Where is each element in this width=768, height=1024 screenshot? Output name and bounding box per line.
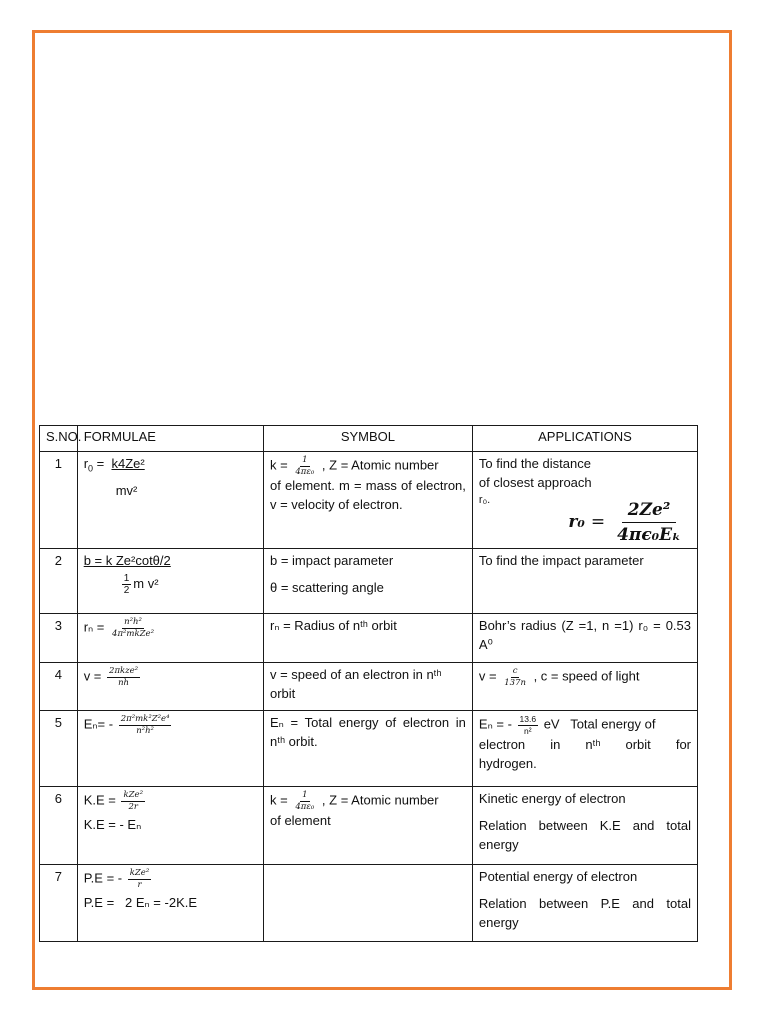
- application-prefix: v =: [478, 668, 497, 684]
- table-row: [40, 865, 698, 942]
- application-text-continued: electron in nᵗʰ orbit for hydrogen.: [478, 737, 691, 772]
- formula-fraction: $\frac{\text{kZe²}}{r}$: [129, 868, 150, 890]
- formula-fraction: $\frac{\text{n²h²}}{\text{4π²mkZe²}}$: [112, 617, 154, 639]
- formula-numerator: b = k Ze²cotθ/2: [83, 553, 171, 568]
- formula-denominator: mv²: [115, 482, 138, 498]
- formula-line: K.E = - Eₙ: [83, 817, 142, 833]
- table-row: [40, 663, 698, 711]
- symbol-text: b = impact parameter: [269, 553, 394, 568]
- table-row: [40, 549, 698, 614]
- row-number: 3: [40, 614, 78, 663]
- table-row: [40, 614, 698, 663]
- formula-fraction: $\frac{\text{2Ze²}}{\text{4πϵ₀Eₖ}}$: [617, 499, 681, 546]
- symbol-text: θ = scattering angle: [269, 579, 384, 595]
- application-cell: [472, 711, 697, 787]
- header-sno: S.NO.: [40, 426, 78, 452]
- symbol-text: , Z = Atomic number: [321, 457, 439, 473]
- application-r0: r₀.: [478, 493, 491, 506]
- table-row: [40, 711, 698, 787]
- application-text: eV Total energy of: [543, 716, 656, 732]
- k-fraction: $\frac{1}{\text{4πε₀}}$: [295, 455, 315, 477]
- formula-prefix: K.E =: [83, 792, 116, 808]
- symbol-text-continued: of element: [269, 813, 331, 829]
- formula-cell: [77, 614, 263, 663]
- application-text: To find the distance of closest approach: [478, 456, 592, 490]
- application-cell: [472, 865, 697, 942]
- k-fraction: $\frac{1}{\text{4πε₀}}$: [295, 790, 315, 812]
- formula-line: P.E = 2 Eₙ = -2K.E: [83, 895, 198, 911]
- application-cell: [472, 787, 697, 865]
- header-applications: APPLICATIONS: [472, 426, 697, 452]
- table-row: [40, 452, 698, 549]
- symbol-k-prefix: k =: [269, 792, 288, 808]
- formula-fraction: $\frac{\text{2πkze²}}{nh}$: [109, 666, 139, 688]
- application-cell: To find the impact parameter: [472, 549, 697, 614]
- formula-cell: [77, 865, 263, 942]
- formula-cell: [77, 711, 263, 787]
- symbol-cell: rₙ = Radius of nᵗʰ orbit: [263, 614, 472, 663]
- closest-approach-formula: r₀ = $\frac{\text{2Ze²}}{\text{4πϵ₀Eₖ}}$: [479, 501, 691, 545]
- half-fraction: $\frac{1}{2}$: [123, 572, 130, 596]
- symbol-cell: [263, 787, 472, 865]
- application-cell: [472, 663, 697, 711]
- formula-prefix: Eₙ= -: [83, 716, 114, 732]
- symbol-cell: Eₙ = Total energy of electron in nᵗʰ orbit.: [263, 711, 472, 787]
- row-number: 2: [40, 549, 78, 614]
- formula-fraction: $\frac{\text{2π²mk²Z²e⁴}}{\text{n²h²}}$: [120, 714, 170, 736]
- formula-cell: $r_0 = k4Ze^2$ mv²: [77, 452, 263, 549]
- row-number: 1: [40, 452, 78, 549]
- application-cell: Bohr’s radius (Z =1, n =1) r₀ = 0.53 A⁰: [472, 614, 697, 663]
- application-text: Relation between K.E and total energy: [478, 817, 691, 852]
- symbol-text-continued: of element. m = mass of electron, v = velocity of electron.: [269, 478, 466, 513]
- application-text: Relation between P.E and total energy: [478, 895, 691, 930]
- row-number: 5: [40, 711, 78, 787]
- formula-prefix: P.E = -: [83, 870, 123, 886]
- formula-numerator: k4Ze²: [111, 456, 145, 471]
- header-symbol: SYMBOL: [263, 426, 472, 452]
- speed-fraction: $\frac{c}{137n}$: [504, 666, 526, 688]
- symbol-text: , Z = Atomic number: [321, 792, 439, 808]
- symbol-cell: [263, 452, 472, 549]
- row-number: 7: [40, 865, 78, 942]
- formula-lhs: r₀: [568, 512, 585, 533]
- application-text: Kinetic energy of electron: [478, 791, 626, 806]
- formula-prefix: rₙ =: [83, 619, 105, 635]
- symbol-cell: [263, 865, 472, 942]
- symbol-cell: v = speed of an electron in nᵗʰ orbit: [263, 663, 472, 711]
- symbol-k-prefix: k =: [269, 457, 288, 473]
- formula-cell: [77, 549, 263, 614]
- formula-fraction: $\frac{\text{kZe²}}{2r}$: [123, 790, 143, 812]
- application-cell: [472, 452, 697, 549]
- formula-cell: [77, 663, 263, 711]
- table-row: [40, 787, 698, 865]
- table-header-row: [40, 426, 698, 452]
- formula-cell: [77, 787, 263, 865]
- row-number: 6: [40, 787, 78, 865]
- symbol-cell: [263, 549, 472, 614]
- energy-fraction: $\frac{13.6}{\text{n²}}$: [519, 714, 537, 736]
- formula-denominator: m v²: [133, 575, 159, 591]
- formula-prefix: v =: [83, 668, 102, 684]
- application-text: , c = speed of light: [533, 668, 640, 684]
- application-prefix: Eₙ = -: [478, 716, 512, 732]
- application-text: Potential energy of electron: [478, 869, 638, 884]
- formula-table: [39, 425, 698, 942]
- header-formulae: FORMULAE: [77, 426, 263, 452]
- row-number: 4: [40, 663, 78, 711]
